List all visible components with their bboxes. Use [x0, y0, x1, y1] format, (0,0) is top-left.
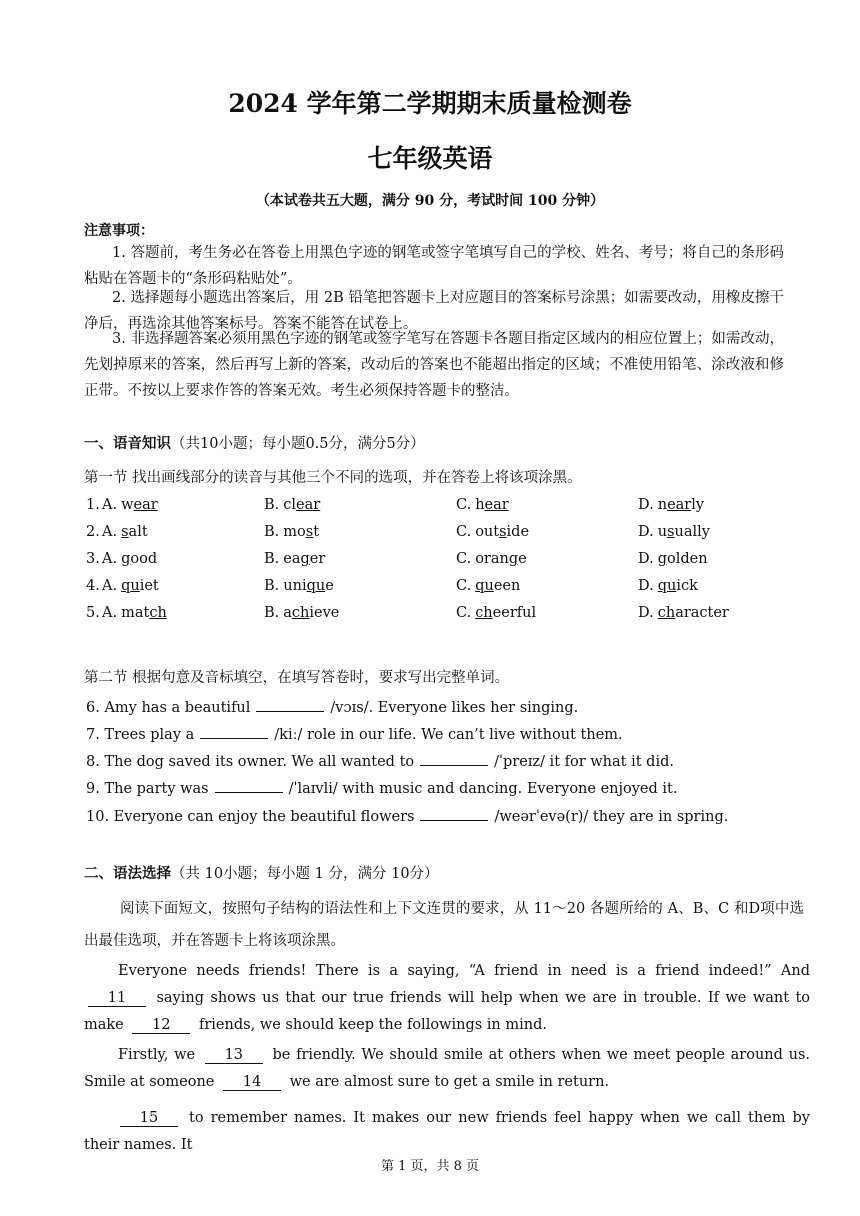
- option-text: een: [493, 578, 521, 594]
- underlined-letters: s: [667, 524, 675, 540]
- option-letter: D.: [638, 524, 654, 540]
- fill-text-after: /ˈpreɪz/ it for what it did.: [494, 754, 674, 770]
- option-c: [456, 497, 509, 513]
- option-d: [638, 578, 698, 594]
- notes-heading: 注意事项：: [84, 223, 154, 239]
- note-item-3: 3. 非选择题答案必须用黑色字迹的钢笔或签字笔写在答题卡各题目指定区域内的相应位置上；如需改动，先划掉原来的答案，然后再写上新的答案，改动后的答案也不能超出指定的区域；不准使用铅笔、涂改液和修正带。不按以上要求作答的答案无效。考生必须保持答题卡的整洁。: [84, 331, 784, 399]
- underlined-letters: ch: [291, 605, 310, 621]
- option-text: ea: [283, 551, 301, 567]
- option-text: e: [518, 551, 527, 567]
- section-2-directions: 阅读下面短文，按照句子结构的语法性和上下文连贯的要求，从 11～20 各题所给的 A、B、C 和D项中选出最佳选项，并在答题卡上将该项涂黑。: [84, 901, 804, 949]
- option-d: [638, 524, 710, 540]
- answer-blank[interactable]: [420, 806, 488, 821]
- underlined-letters: g: [121, 551, 131, 567]
- option-a: [102, 578, 159, 594]
- underlined-letters: qu: [121, 578, 140, 594]
- underlined-letters: g: [508, 551, 519, 567]
- option-letter: B.: [264, 524, 280, 540]
- section-1-heading: [84, 432, 425, 453]
- underlined-letters: g: [657, 551, 668, 567]
- underlined-letters: ch: [475, 605, 493, 621]
- question-number: 5.: [86, 605, 100, 621]
- fill-item: [86, 778, 677, 797]
- fill-item: [86, 724, 623, 743]
- option-a: [102, 551, 157, 567]
- passage-paragraph-1: [84, 958, 810, 1039]
- answer-blank[interactable]: [256, 697, 324, 712]
- fill-item: [86, 751, 674, 770]
- option-letter: A.: [102, 524, 118, 540]
- underlined-letters: s: [121, 524, 129, 540]
- option-d: [638, 605, 729, 621]
- fill-text-before: 7. Trees play a: [86, 727, 195, 743]
- blank-11: 11: [88, 990, 146, 1007]
- option-text: a: [283, 605, 292, 621]
- section-2-info: （共 10小题；每小题 1 分，满分 10分）: [171, 866, 439, 882]
- subject-title: 七年级英语: [367, 144, 493, 173]
- fill-text-after: /vɔɪs/. Everyone likes her singing.: [330, 700, 579, 716]
- passage-text: we are almost sure to get a smile in return.: [289, 1074, 610, 1090]
- option-letter: C.: [456, 524, 472, 540]
- option-letter: B.: [264, 497, 280, 513]
- fill-text-after: /kiː/ role in our life. We can’t live without them.: [274, 727, 623, 743]
- option-text: olden: [667, 551, 708, 567]
- part-1-directions: 第一节 找出画线部分的读音与其他三个不同的选项，并在答卷上将该项涂黑。: [84, 470, 582, 486]
- underlined-letters: ear: [296, 497, 321, 513]
- option-b: [264, 578, 334, 594]
- fill-item: [86, 697, 578, 716]
- option-letter: A.: [102, 578, 118, 594]
- underlined-letters: qu: [306, 578, 326, 594]
- option-text: ood: [130, 551, 158, 567]
- page-footer: 第 1 页，共 8 页: [380, 1159, 480, 1174]
- section-2-title: 二、语法选择: [84, 865, 171, 882]
- passage-text: to remember names. It makes our new friends feel happy when we call them by their names. It: [84, 1110, 810, 1153]
- option-c: [456, 578, 520, 594]
- underlined-letters: ch: [149, 605, 167, 621]
- passage-text: be friendly. We should smile at others when we meet people around us. Smile at someone: [84, 1047, 810, 1090]
- option-b: [264, 524, 319, 540]
- option-text: er: [309, 551, 326, 567]
- option-text: uni: [283, 578, 307, 594]
- underlined-letters: qu: [475, 578, 494, 594]
- fill-text-before: 8. The dog saved its owner. We all wanted to: [86, 754, 415, 770]
- option-text: u: [657, 524, 668, 540]
- option-text: cl: [283, 497, 297, 513]
- passage-text: friends, we should keep the followings in mind.: [198, 1017, 547, 1033]
- option-c: [456, 551, 527, 567]
- blank-14: 14: [223, 1074, 281, 1091]
- option-text: ide: [506, 524, 530, 540]
- option-letter: B.: [264, 578, 280, 594]
- underlined-letters: qu: [657, 578, 677, 594]
- answer-blank[interactable]: [200, 724, 268, 739]
- note-item-1: 1. 答题前，考生务必在答卷上用黑色字迹的钢笔或签字笔填写自己的学校、姓名、考号；将自己的条形码粘贴在答题卡的“条形码粘贴处”。: [84, 245, 784, 287]
- underlined-letters: ear: [667, 497, 692, 513]
- question-number: 3.: [86, 551, 100, 567]
- passage-text: Everyone needs friends! There is a saying, “A friend in need is a friend indeed!” And: [118, 963, 810, 979]
- underlined-letters: s: [305, 524, 314, 540]
- option-text: ly: [691, 497, 705, 513]
- passage-paragraph-3: [84, 1105, 810, 1159]
- exam-info: （本试卷共五大题，满分 90 分，考试时间 100 分钟）: [255, 193, 605, 209]
- option-c: [456, 524, 529, 540]
- section-1-info: （共10小题；每小题0.5分，满分5分）: [171, 436, 425, 452]
- option-letter: B.: [264, 605, 280, 621]
- question-number: 2.: [86, 524, 100, 540]
- underlined-letters: ch: [657, 605, 676, 621]
- fill-text-before: 10. Everyone can enjoy the beautiful flowers: [86, 809, 415, 825]
- option-letter: D.: [638, 605, 654, 621]
- option-text: ually: [674, 524, 710, 540]
- option-b: [264, 605, 339, 621]
- underlined-letters: g: [300, 551, 310, 567]
- section-2-heading: [84, 862, 439, 883]
- option-text: eerful: [492, 605, 537, 621]
- option-letter: A.: [102, 605, 118, 621]
- option-letter: A.: [102, 497, 118, 513]
- fill-text-after: /weərˈevə(r)/ they are in spring.: [494, 809, 729, 825]
- option-letter: B.: [264, 551, 280, 567]
- option-text: aracter: [675, 605, 729, 621]
- underlined-letters: ear: [484, 497, 509, 513]
- option-text: mat: [121, 605, 150, 621]
- option-b: [264, 497, 320, 513]
- option-letter: D.: [638, 551, 654, 567]
- question-number: 1.: [86, 497, 100, 513]
- option-text: alt: [128, 524, 148, 540]
- question-number: 4.: [86, 578, 100, 594]
- option-letter: D.: [638, 578, 654, 594]
- part-2-directions: 第二节 根据句意及音标填空，在填写答卷时，要求写出完整单词。: [84, 670, 510, 686]
- option-text: mo: [283, 524, 306, 540]
- option-text: iet: [139, 578, 159, 594]
- underlined-letters: s: [499, 524, 507, 540]
- option-letter: C.: [456, 497, 472, 513]
- passage-paragraph-2: [84, 1042, 810, 1096]
- fill-text-after: /ˈlaɪvli/ with music and dancing. Everyone enjoyed it.: [288, 781, 678, 797]
- option-text: oran: [475, 551, 509, 567]
- option-letter: D.: [638, 497, 654, 513]
- option-text: ick: [676, 578, 698, 594]
- option-text: t: [313, 524, 320, 540]
- option-d: [638, 497, 704, 513]
- option-a: [102, 524, 148, 540]
- option-b: [264, 551, 325, 567]
- passage-text: saying shows us that our true friends will help when we are in trouble. If we want to make: [84, 990, 811, 1033]
- section-1-title: 一、语音知识: [84, 435, 171, 452]
- blank-13: 13: [205, 1047, 263, 1064]
- blank-15: 15: [120, 1110, 178, 1127]
- exam-title: 2024 学年第二学期期末质量检测卷: [228, 89, 632, 118]
- option-text: out: [475, 524, 500, 540]
- option-d: [638, 551, 708, 567]
- blank-12: 12: [132, 1017, 190, 1034]
- option-c: [456, 605, 536, 621]
- underlined-letters: ear: [133, 497, 158, 513]
- note-item-2: 2. 选择题每小题选出答案后，用 2B 铅笔把答题卡上对应题目的答案标号涂黑；如需要改动，用橡皮擦干净后，再选涂其他答案标号。答案不能答在试卷上。: [84, 290, 784, 332]
- option-letter: C.: [456, 551, 472, 567]
- fill-item: [86, 806, 728, 825]
- option-text: ieve: [309, 605, 340, 621]
- option-text: n: [657, 497, 668, 513]
- fill-text-before: 6. Amy has a beautiful: [86, 700, 251, 716]
- option-text: w: [121, 497, 134, 513]
- passage-text: Firstly, we: [118, 1047, 196, 1063]
- answer-blank[interactable]: [215, 778, 283, 793]
- fill-text-before: 9. The party was: [86, 781, 209, 797]
- option-text: e: [325, 578, 334, 594]
- option-letter: C.: [456, 605, 472, 621]
- option-a: [102, 497, 158, 513]
- option-a: [102, 605, 167, 621]
- option-letter: A.: [102, 551, 118, 567]
- option-letter: C.: [456, 578, 472, 594]
- answer-blank[interactable]: [420, 751, 488, 766]
- option-text: h: [475, 497, 485, 513]
